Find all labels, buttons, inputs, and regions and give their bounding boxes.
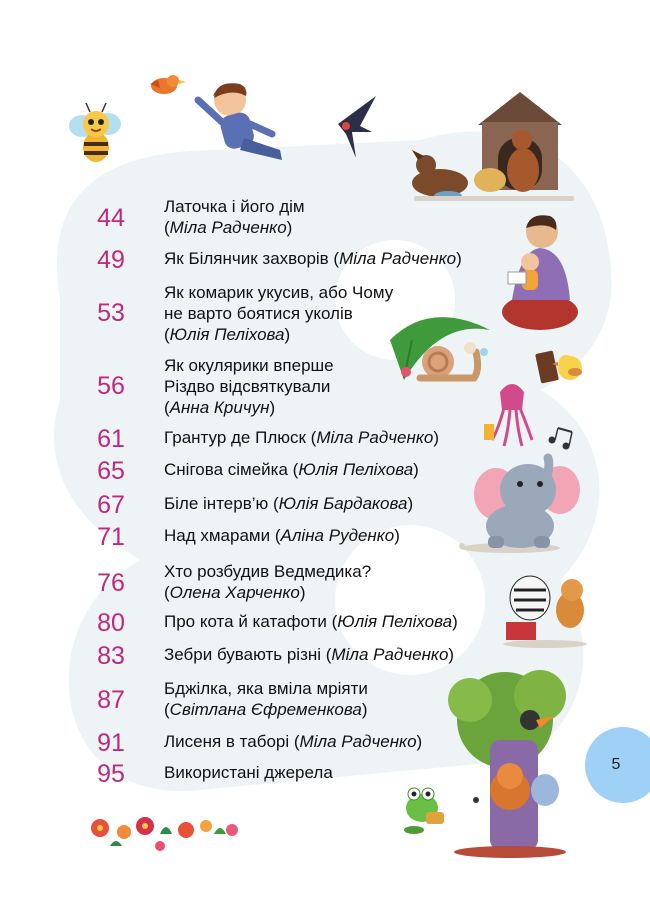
entry-line: (Світлана Єфременкова) [164, 700, 368, 719]
entry-title [164, 459, 504, 480]
page-number: 67 [97, 491, 125, 519]
author-name: Міла Радченко [339, 249, 457, 268]
page-number: 76 [97, 569, 125, 597]
entry-title [164, 282, 504, 345]
entry-line: Грантур де Плюск (Міла Радченко) [164, 428, 439, 447]
entry-title [164, 644, 504, 665]
entry-title [164, 525, 504, 546]
entry-line: Зебри бувають різні (Міла Радченко) [164, 645, 455, 664]
author-name: Олена Харченко [169, 583, 300, 602]
author-name: Юлія Пеліхова [298, 460, 414, 479]
entry-line: Латочка і його дім [164, 197, 305, 216]
entry-line: Як комарик укусив, або Чому [164, 283, 394, 302]
page-number: 49 [97, 246, 125, 274]
entry-title [164, 731, 504, 752]
entry-line: (Юлія Пеліхова) [164, 325, 291, 344]
author-name: Юлія Пеліхова [337, 612, 453, 631]
page-number: 83 [97, 642, 125, 670]
entry-line: не варто боятися уколів [164, 304, 353, 323]
entry-line: Бджілка, яка вміла мріяти [164, 679, 368, 698]
author-name: Юлія Пеліхова [169, 325, 285, 344]
current-page-number: 5 [611, 756, 621, 773]
author-name: Міла Радченко [299, 732, 417, 751]
page-number: 87 [97, 686, 125, 714]
entry-title [164, 611, 504, 632]
entry-title [164, 678, 504, 720]
author-name: Міла Радченко [169, 218, 287, 237]
entry-line: Різдво відсвяткували [164, 377, 331, 396]
author-name: Аліна Руденко [280, 526, 395, 545]
author-name: Світлана Єфременкова [169, 700, 362, 719]
entry-title [164, 248, 504, 269]
page-number: 91 [97, 729, 125, 757]
entry-line: (Міла Радченко) [164, 218, 293, 237]
page-number: 65 [97, 457, 125, 485]
page-number: 56 [97, 372, 125, 400]
entry-title [164, 355, 504, 418]
page-number: 53 [97, 299, 125, 327]
entry-title [164, 196, 504, 238]
entry-title [164, 427, 504, 448]
entry-line: Використані джерела [164, 763, 333, 782]
entry-line: Як окулярики вперше [164, 356, 334, 375]
entry-title [164, 762, 504, 783]
entry-title [164, 493, 504, 514]
entry-line: Над хмарами (Аліна Руденко) [164, 526, 400, 545]
page-number: 61 [97, 425, 125, 453]
page-number: 71 [97, 523, 125, 551]
entry-line: Хто розбудив Ведмедика? [164, 562, 372, 581]
entry-line: Біле інтерв’ю (Юлія Бардакова) [164, 494, 414, 513]
author-name: Міла Радченко [316, 428, 434, 447]
entry-line: Снігова сімейка (Юлія Пеліхова) [164, 460, 419, 479]
page-number: 44 [97, 204, 125, 232]
entry-line: Про кота й катафоти (Юлія Пеліхова) [164, 612, 458, 631]
entry-title [164, 561, 504, 603]
entry-line: (Анна Кричун) [164, 398, 276, 417]
author-name: Юлія Бардакова [278, 494, 408, 513]
entry-line: (Олена Харченко) [164, 583, 306, 602]
author-name: Міла Радченко [331, 645, 449, 664]
page-number: 80 [97, 609, 125, 637]
author-name: Анна Кричун [169, 398, 270, 417]
entry-line: Як Білянчик захворів (Міла Радченко) [164, 249, 462, 268]
page-number: 95 [97, 760, 125, 788]
entry-line: Лисеня в таборі (Міла Радченко) [164, 732, 423, 751]
